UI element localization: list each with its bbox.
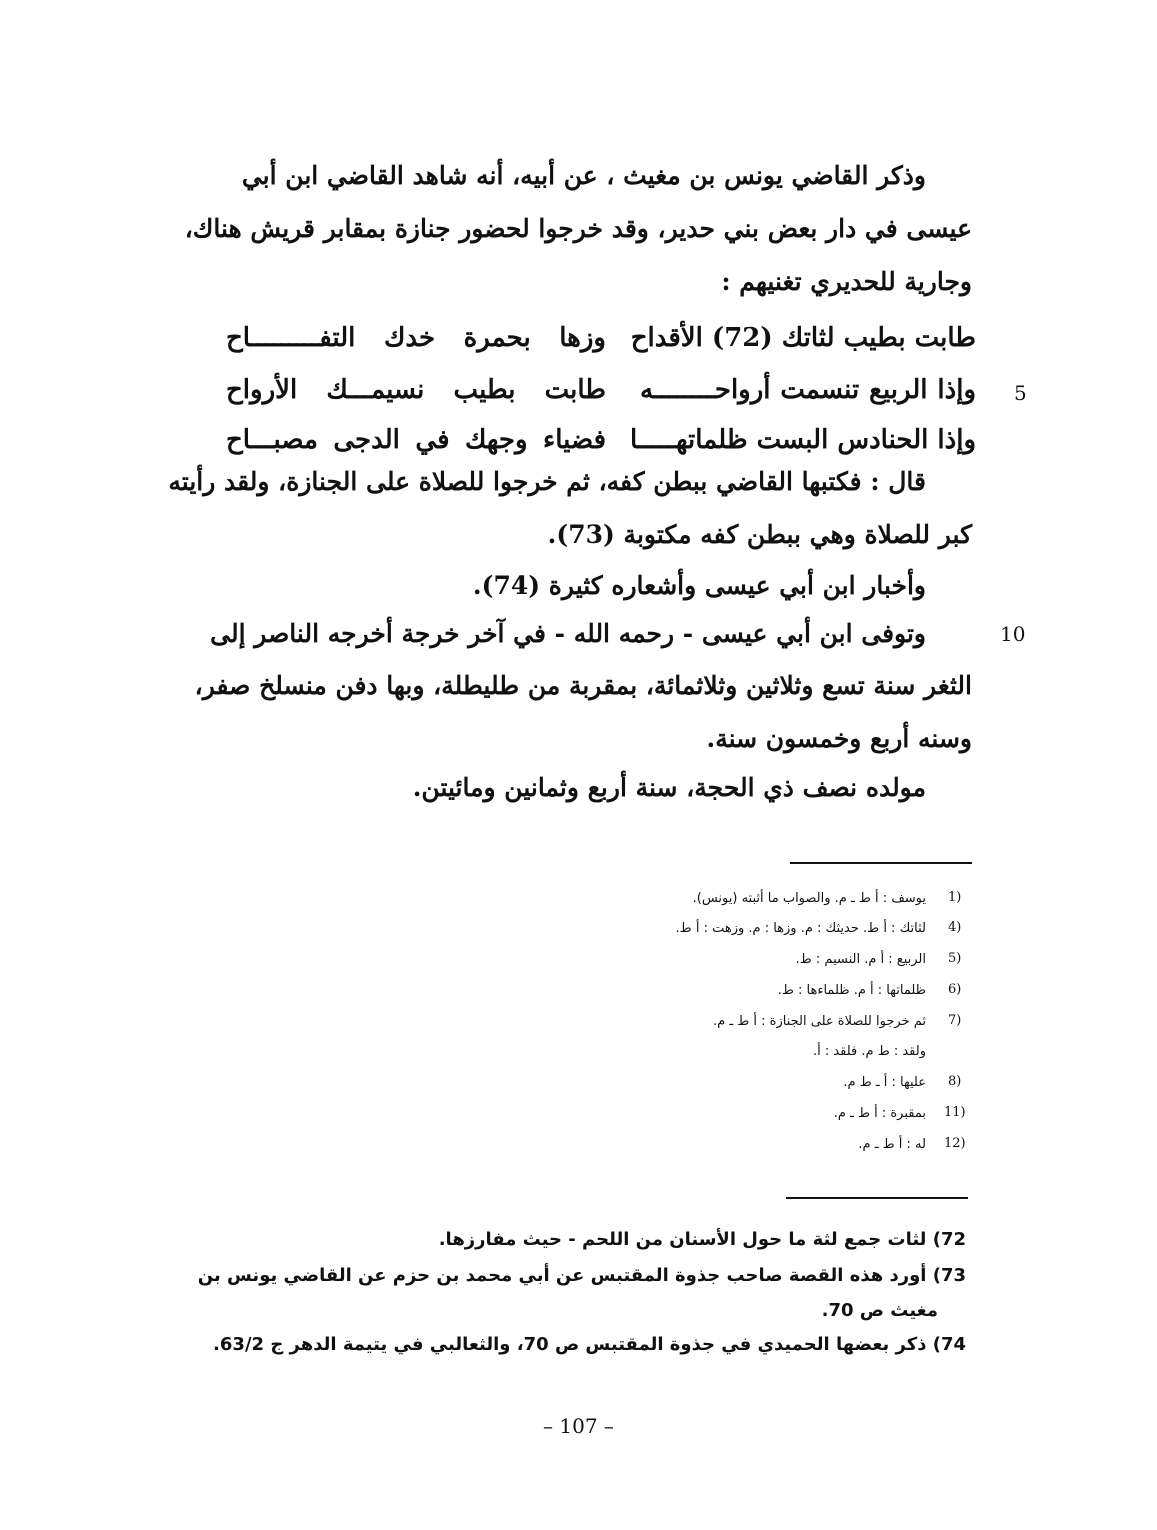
variant-note: له : أ ط ـ م.: [858, 1137, 926, 1152]
variant-note: عليها : أ ـ ط م.: [843, 1075, 926, 1090]
body-line: وجارية للحديري تغنيهم :: [721, 267, 972, 296]
variant-note-number: 6): [948, 982, 962, 997]
footnote: 74) ذكر بعضها الحميدي في جذوة المقتبس ص 70، والثعالبي في يتيمة الدهر ج 63/2.: [213, 1334, 966, 1355]
body-line: وذكر القاضي يونس بن مغيث ، عن أبيه، أنه شاهد القاضي ابن أبي: [241, 161, 926, 190]
footnote: 72) لثات جمع لثة ما حول الأسنان من اللحم - حيث مفارزها.: [438, 1229, 966, 1250]
variant-note-number: 5): [948, 951, 962, 966]
variant-note: ثم خرجوا للصلاة على الجنازة : أ ط ـ م.: [713, 1014, 926, 1029]
body-line: الثغر سنة تسع وثلاثين وثلاثمائة، بمقربة من طليطلة، وبها دفن منسلخ صفر،: [194, 671, 972, 700]
variant-note-number: 7): [948, 1013, 962, 1028]
separator-rule: [790, 862, 972, 864]
footnote: مغيث ص 70.: [821, 1300, 938, 1321]
variant-note: لثاتك : أ ط. حديثك : م. وزها : م. وزهت : أ ط.: [675, 921, 926, 936]
variant-note-number: 8): [948, 1074, 962, 1089]
line-number-5: 5: [1014, 381, 1027, 405]
poem-hemistich-second: وزها بحمرة خدك التفـــــــــاح: [226, 323, 606, 353]
poem-hemistich-second: طابت بطيب نسيمـــك الأرواح: [226, 375, 606, 405]
body-line: كبر للصلاة وهي ببطن كفه مكتوبة (73).: [547, 520, 972, 549]
variant-note-number: 11): [944, 1105, 966, 1120]
poem-hemistich-first: وإذا الحنادس البست ظلماتهـــــا: [630, 425, 976, 455]
body-line: عيسى في دار بعض بني حدير، وقد خرجوا لحضور جنازة بمقابر قريش هناك،: [184, 214, 972, 243]
variant-note: ظلماتها : أ م. ظلماءها : ط.: [777, 983, 926, 998]
footnote: 73) أورد هذه القصة صاحب جذوة المقتبس عن أبي محمد بن حزم عن القاضي يونس بن: [197, 1265, 966, 1286]
variant-note: الربيع : أ م. النسيم : ط.: [795, 952, 926, 967]
page-number: – 107 –: [543, 1414, 614, 1438]
variant-note: يوسف : أ ط ـ م. والصواب ما أثبته (يونس).: [692, 891, 926, 906]
poem-hemistich-first: وإذا الربيع تنسمت أرواحــــــــه: [640, 375, 976, 405]
variant-note-number: 4): [948, 920, 962, 935]
body-line: وسنه أربع وخمسون سنة.: [706, 724, 972, 753]
variant-note-number: 1): [948, 890, 962, 905]
variant-note: بمقبرة : أ ط ـ م.: [833, 1106, 926, 1121]
footnote-separator-rule: [786, 1197, 968, 1199]
body-line: وتوفى ابن أبي عيسى - رحمه الله - في آخر خرجة أخرجه الناصر إلى: [210, 619, 926, 648]
variant-note-number: 12): [944, 1136, 966, 1151]
variant-note: ولقد : ط م. فلقد : أ.: [812, 1044, 926, 1059]
poem-hemistich-first: طابت بطيب لثاتك (72) الأقداح: [630, 323, 976, 353]
poem-hemistich-second: فضياء وجهك في الدجى مصبـــاح: [226, 425, 606, 455]
body-line: مولده نصف ذي الحجة، سنة أربع وثمانين ومائيتن.: [412, 773, 926, 802]
body-line: قال : فكتبها القاضي ببطن كفه، ثم خرجوا للصلاة على الجنازة، ولقد رأيته: [168, 467, 926, 496]
body-line: وأخبار ابن أبي عيسى وأشعاره كثيرة (74).: [472, 571, 926, 600]
line-number-10: 10: [1000, 622, 1026, 646]
